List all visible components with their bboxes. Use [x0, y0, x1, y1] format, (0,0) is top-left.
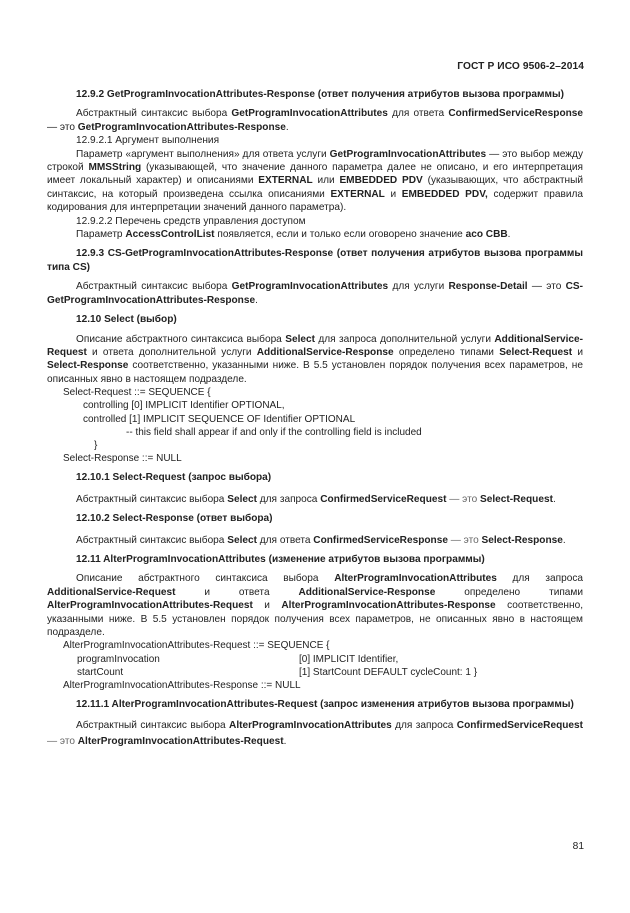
code-field-type: [1] StartCount DEFAULT cycleCount: 1 } [299, 666, 478, 678]
code-line: } [94, 439, 98, 451]
code-line: AlterProgramInvocationAttributes-Response ::= NULL [63, 680, 301, 692]
paragraph: Абстрактный синтаксис выбора Select для ответа ConfirmedServiceResponse — это Select-Response. [76, 534, 566, 546]
subsection-title-12-9-2-1: 12.9.2.1 Аргумент выполнения [76, 135, 220, 147]
code-line: AlterProgramInvocationAttributes-Request ::= SEQUENCE { [63, 640, 330, 652]
paragraph: Описание абстрактного синтаксиса выбора Select для запроса дополнительной услуги AdditionalService-Request и ответа дополнительной услуги AdditionalService-Response определено типами Select-Request и Select-Response соответственно, указанными ниже. В 5.5 установлен порядок получения всех параметров, не описанных явно в настоящем подразделе. [47, 333, 584, 385]
section-heading-12-10: 12.10 Select (выбор) [76, 314, 177, 326]
page-number: 81 [572, 841, 584, 852]
paragraph: Абстрактный синтаксис выбора GetProgramInvocationAttributes для ответа ConfirmedServiceResponse — это GetProgramInvocationAttributes-Response. [47, 108, 584, 133]
paragraph: Описание абстрактного синтаксиса выбора AlterProgramInvocationAttributes для запроса AdditionalService-Request и ответа AdditionalService-Response определено типами AlterProgramInvocationAttributes-Request и AlterProgramInvocationAttributes-Response соответственно, указанными ниже. В 5.5 установлен порядок получения всех параметров, не описанных явно в настоящем подразделе. [47, 573, 584, 638]
paragraph: Абстрактный синтаксис выбора AlterProgramInvocationAttributes для запроса ConfirmedServiceRequest — это AlterProgramInvocationAttributes-Request. [47, 719, 583, 747]
code-field-name: programInvocation [77, 653, 160, 665]
subsection-title-12-9-2-2: 12.9.2.2 Перечень средств управления доступом [76, 215, 306, 227]
section-heading-12-9-2: 12.9.2 GetProgramInvocationAttributes-Response (ответ получения атрибутов вызова программы) [76, 89, 564, 100]
page-body [47, 88, 583, 750]
code-line: Select-Response ::= NULL [63, 453, 182, 465]
code-line: controlled [1] IMPLICIT SEQUENCE OF Identifier OPTIONAL [83, 413, 356, 425]
code-field-type: [0] IMPLICIT Identifier, [299, 653, 399, 665]
paragraph: Абстрактный синтаксис выбора Select для запроса ConfirmedServiceRequest — это Select-Request. [76, 493, 556, 505]
paragraph: Параметр «аргумент выполнения» для ответа услуги GetProgramInvocationAttributes — это выбор между строкой MMSString (указывающей, что значение данного параметра далее не описано, и его интерпретация имеет локальный характер) и описаниями EXTERNAL или EMBEDDED PDV (указывающих, что абстрактный синтаксис, на который произведена ссылка описаниями EXTERNAL и EMBEDDED PDV, содержит правила кодирования для интерпретации значений данного параметра). [47, 148, 584, 214]
code-line: -- this field shall appear if and only if the controlling field is included [126, 426, 422, 438]
code-line [47, 666, 583, 679]
section-heading-12-10-2: 12.10.2 Select-Response (ответ выбора) [76, 513, 273, 525]
code-line: controlling [0] IMPLICIT Identifier OPTIONAL, [83, 400, 285, 412]
section-heading-12-11-1: 12.11.1 AlterProgramInvocationAttributes-Request (запрос изменения атрибутов вызова программы) [76, 699, 574, 711]
paragraph: Абстрактный синтаксис выбора GetProgramInvocationAttributes для услуги Response-Detail — это CS-GetProgramInvocationAttributes-Response. [47, 281, 583, 306]
paragraph: Параметр AccessControlList появляется, если и только если оговорено значение aco CBB. [76, 229, 511, 241]
section-heading-12-11: 12.11 AlterProgramInvocationAttributes (изменение атрибутов вызова программы) [76, 553, 485, 565]
code-line [47, 653, 583, 666]
section-heading-12-10-1: 12.10.1 Select-Request (запрос выбора) [76, 472, 272, 484]
code-field-name: startCount [77, 666, 124, 678]
code-line: Select-Request ::= SEQUENCE { [63, 387, 211, 399]
running-header: ГОСТ Р ИСО 9506-2–2014 [457, 61, 584, 72]
section-heading-12-9-3: 12.9.3 CS-GetProgramInvocationAttributes-Response (ответ получения атрибутов вызова программы типа CS) [47, 248, 583, 273]
